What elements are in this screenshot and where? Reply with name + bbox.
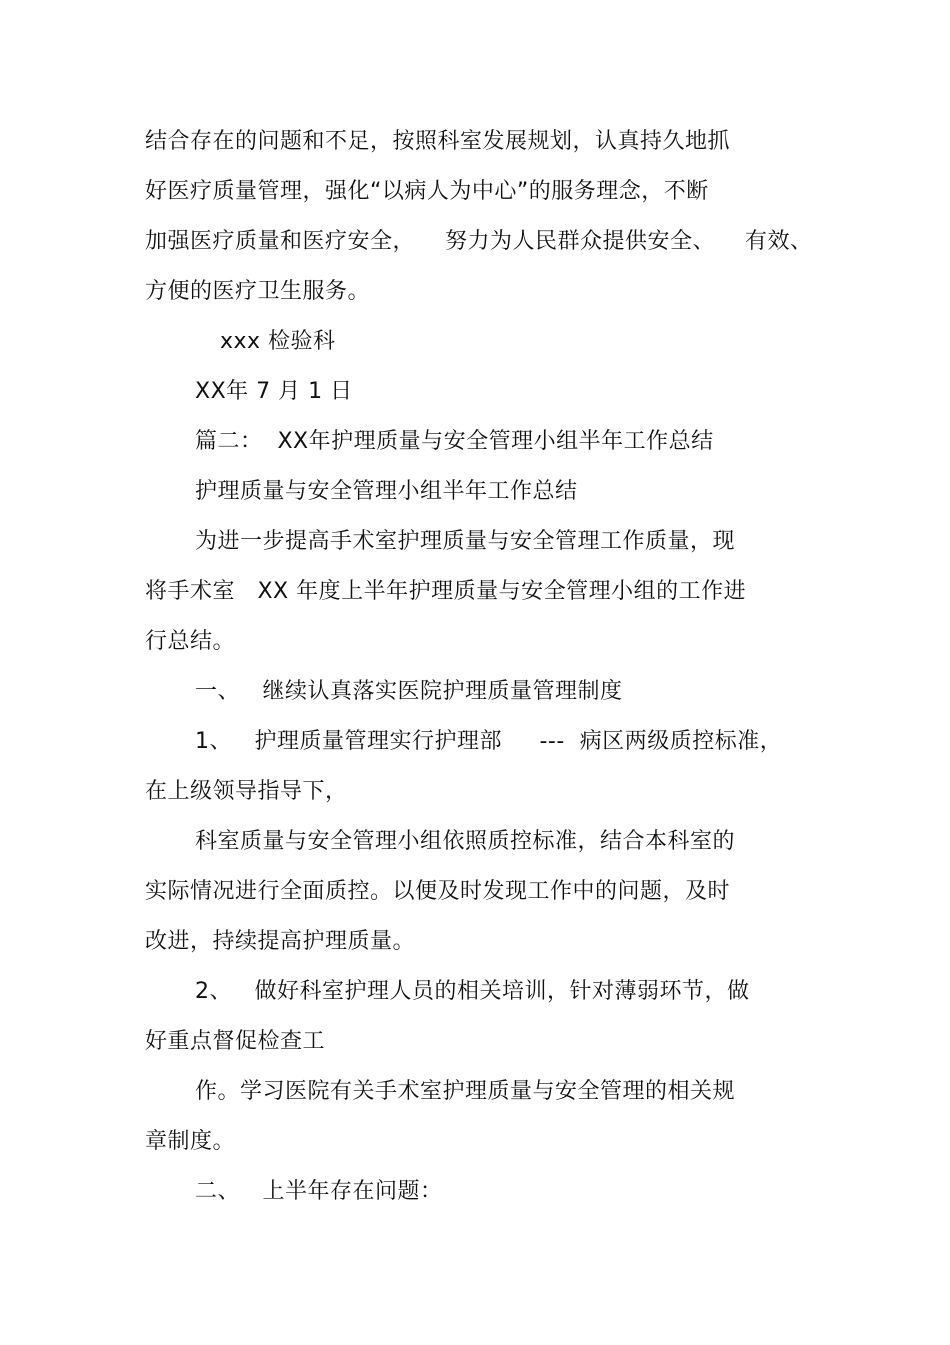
- item-one-line-1: 1、 护理质量管理实行护理部 --- 病区两级质控标准，: [195, 729, 783, 754]
- paragraph-line-7: 行总结。: [145, 629, 236, 654]
- item-one-line-2: 在上级领导指导下，: [145, 779, 348, 804]
- paragraph-line-10: 改进，持续提高护理质量。: [145, 929, 416, 954]
- paragraph-line-8: 科室质量与安全管理小组依照质控标准，结合本科室的: [195, 829, 736, 854]
- section-one-heading: 一、 继续认真落实医院护理质量管理制度: [195, 679, 623, 704]
- paragraph-line-12: 章制度。: [145, 1129, 236, 1154]
- section-two-heading: 二、 上半年存在问题：: [195, 1179, 443, 1204]
- item-two-line-2: 好重点督促检查工: [145, 1029, 326, 1054]
- signature-department: xxx 检验科: [220, 329, 336, 354]
- paragraph-line-5: 为进一步提高手术室护理质量与安全管理工作质量，现: [195, 529, 736, 554]
- paragraph-line-1: 结合存在的问题和不足，按照科室发展规划，认真持久地抓: [145, 129, 731, 154]
- document-title: 护理质量与安全管理小组半年工作总结: [195, 479, 578, 504]
- paragraph-line-11: 作。学习医院有关手术室护理质量与安全管理的相关规: [195, 1079, 736, 1104]
- item-two-line-1: 2、 做好科室护理人员的相关培训，针对薄弱环节，做: [195, 979, 750, 1004]
- section-heading: 篇二： XX年护理质量与安全管理小组半年工作总结: [195, 429, 714, 454]
- paragraph-line-2: 好医疗质量管理，强化“以病人为中心”的服务理念，不断: [145, 179, 709, 204]
- paragraph-line-6: 将手术室 XX 年度上半年护理质量与安全管理小组的工作进: [145, 579, 747, 604]
- paragraph-line-4: 方便的医疗卫生服务。: [145, 279, 371, 304]
- paragraph-line-3: 加强医疗质量和医疗安全， 努力为人民群众提供安全、 有效、: [145, 229, 813, 254]
- signature-date: XX年 7 月 1 日: [195, 379, 353, 404]
- paragraph-line-9: 实际情况进行全面质控。以便及时发现工作中的问题，及时: [145, 879, 731, 904]
